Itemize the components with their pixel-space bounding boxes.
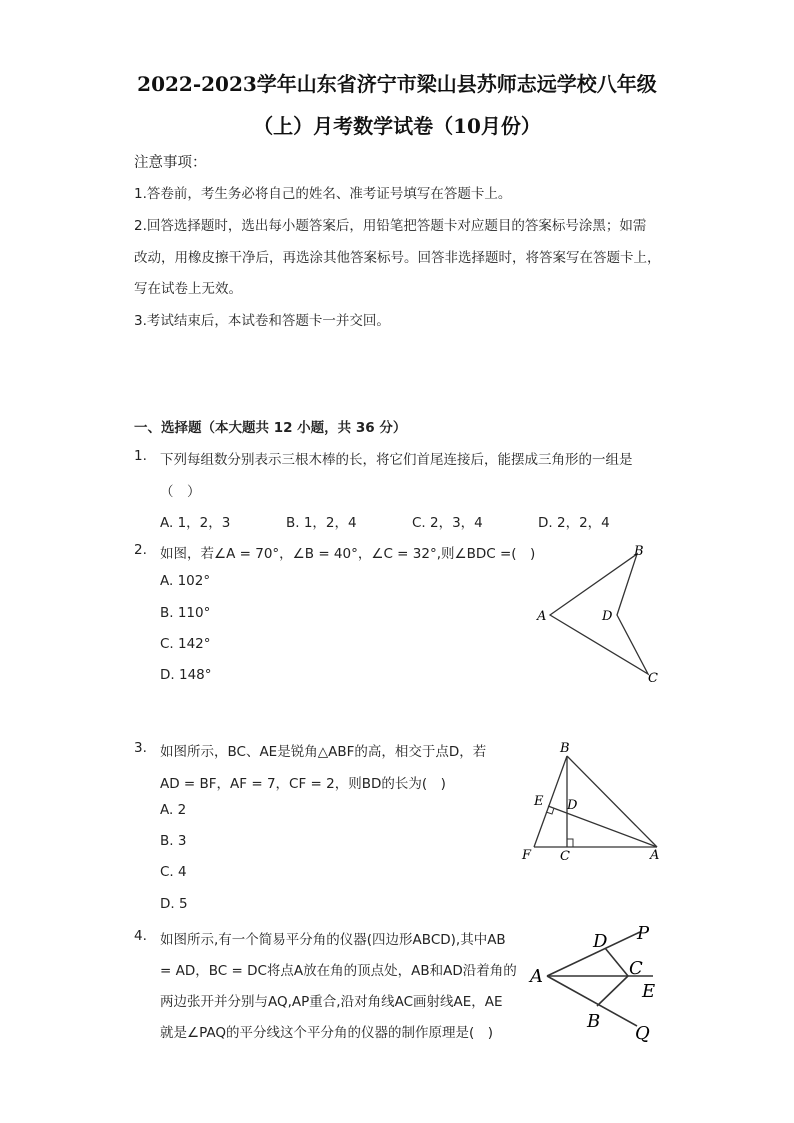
question-1-number: 1.: [134, 448, 147, 464]
question-2-stem: 如图，若∠A = 70°，∠B = 40°，∠C = 32°,则∠BDC =( ): [160, 546, 536, 562]
question-3-option-a[interactable]: A. 2: [160, 802, 187, 818]
paper-title-line1: 2022-2023学年山东省济宁市梁山县苏师志远学校八年级: [137, 72, 657, 96]
question-1-stem-line1: 下列每组数分别表示三根木棒的长，将它们首尾连接后，能摆成三角形的一组是: [160, 452, 633, 468]
question-2-number: 2.: [134, 542, 147, 558]
q4-label-a: A: [530, 966, 543, 987]
question-2-option-d[interactable]: D. 148°: [160, 667, 212, 683]
question-1-option-b[interactable]: B. 1，2，4: [286, 515, 357, 531]
question-1-option-c[interactable]: C. 2，3，4: [412, 515, 483, 531]
q4-label-d: D: [593, 931, 608, 952]
question-2-figure: [530, 540, 670, 690]
question-4-stem-line1: 如图所示,有一个简易平分角的仪器(四边形ABCD),其中AB: [160, 932, 506, 948]
q3-label-e: E: [534, 794, 544, 809]
notice-item-3: 3.考试结束后，本试卷和答题卡一并交回。: [134, 313, 390, 329]
question-1-stem-line2: （ ）: [160, 484, 201, 500]
q4-label-p: P: [637, 923, 650, 944]
q2-label-b: B: [634, 544, 644, 559]
question-3-figure: [510, 738, 670, 864]
question-3-stem-line2: AD = BF，AF = 7，CF = 2，则BD的长为( ): [160, 776, 446, 792]
question-1-option-a[interactable]: A. 1，2，3: [160, 515, 231, 531]
notice-item-2-line2: 改动，用橡皮擦干净后，再选涂其他答案标号。回答非选择题时，将答案写在答题卡上，: [134, 250, 661, 266]
question-4-stem-line4: 就是∠PAQ的平分线这个平分角的仪器的制作原理是( ): [160, 1025, 494, 1041]
q4-label-e: E: [642, 981, 656, 1002]
q3-label-a: A: [650, 848, 660, 863]
question-2-option-b[interactable]: B. 110°: [160, 605, 211, 621]
q3-label-d: D: [567, 798, 578, 813]
q2-label-d: D: [602, 609, 613, 624]
notice-item-2-line1: 2.回答选择题时，选出每小题答案后，用铅笔把答题卡对应题目的答案标号涂黑；如需: [134, 218, 647, 234]
q3-label-f: F: [522, 848, 532, 863]
q4-label-c: C: [629, 958, 643, 979]
q3-label-b: B: [560, 741, 570, 756]
q3-label-c: C: [560, 849, 570, 864]
question-3-option-d[interactable]: D. 5: [160, 896, 188, 912]
question-3-option-b[interactable]: B. 3: [160, 833, 187, 849]
notice-item-1: 1.答卷前，考生务必将自己的姓名、准考证号填写在答题卡上。: [134, 186, 512, 202]
question-1-option-d[interactable]: D. 2，2，4: [538, 515, 610, 531]
question-2-quadrilateral: [550, 554, 648, 674]
q2-label-a: A: [537, 609, 547, 624]
question-3-stem-line1: 如图所示，BC、AE是锐角△ABF的高，相交于点D，若: [160, 744, 487, 760]
notice-heading: 注意事项：: [134, 155, 207, 171]
question-3-option-c[interactable]: C. 4: [160, 864, 187, 880]
question-4-figure: [525, 918, 675, 1043]
q2-label-c: C: [648, 671, 658, 686]
question-4-number: 4.: [134, 928, 147, 944]
q4-label-q: Q: [635, 1023, 650, 1043]
question-2-option-a[interactable]: A. 102°: [160, 573, 211, 589]
section-heading: 一、选择题（本大题共 12 小题，共 36 分）: [134, 420, 407, 436]
q4-label-b: B: [587, 1011, 601, 1032]
paper-title-line2: （上）月考数学试卷（10月份）: [253, 114, 541, 138]
question-2-option-c[interactable]: C. 142°: [160, 636, 211, 652]
question-3-number: 3.: [134, 740, 147, 756]
notice-item-2-line3: 写在试卷上无效。: [134, 281, 242, 297]
question-4-stem-line2: = AD，BC = DC将点A放在角的顶点处，AB和AD沿着角的: [160, 963, 517, 979]
question-4-stem-line3: 两边张开并分别与AQ,AP重合,沿对角线AC画射线AE，AE: [160, 994, 503, 1010]
